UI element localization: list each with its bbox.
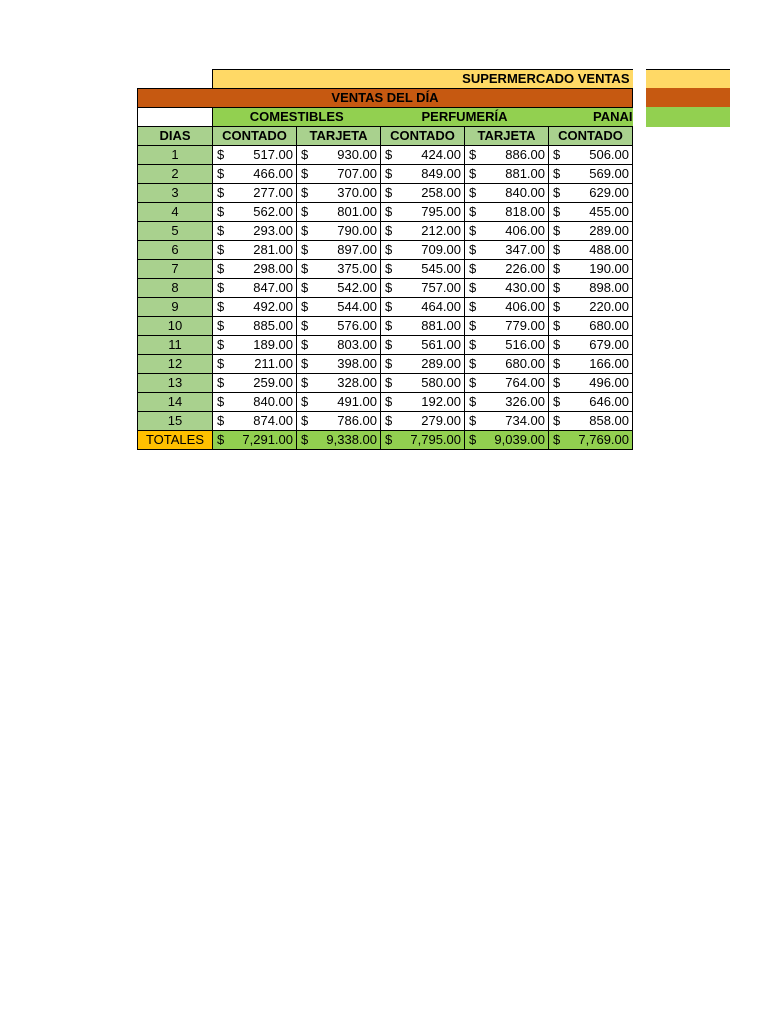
amount: 885.00 (253, 318, 293, 333)
value-cell[interactable] (465, 260, 549, 279)
day-cell[interactable]: 2 (138, 165, 213, 184)
currency-symbol: $ (385, 413, 393, 428)
table-row (138, 393, 633, 412)
amount: 858.00 (589, 413, 629, 428)
currency-symbol: $ (301, 394, 309, 409)
value-cell[interactable] (465, 412, 549, 431)
amount: 847.00 (253, 280, 293, 295)
currency-symbol: $ (553, 261, 561, 276)
value-cell[interactable] (297, 165, 381, 184)
amount: 7,795.00 (410, 432, 461, 447)
currency-symbol: $ (469, 185, 477, 200)
total-cell[interactable] (549, 431, 633, 450)
value-cell[interactable] (465, 241, 549, 260)
amount: 488.00 (589, 242, 629, 257)
currency-symbol: $ (553, 356, 561, 371)
currency-symbol: $ (469, 204, 477, 219)
amount: 569.00 (589, 166, 629, 181)
value-cell[interactable] (549, 298, 633, 317)
currency-symbol: $ (469, 299, 477, 314)
day-cell[interactable]: 8 (138, 279, 213, 298)
value-cell[interactable] (465, 165, 549, 184)
amount: 707.00 (337, 166, 377, 181)
header-row (138, 127, 633, 146)
value-cell[interactable] (381, 317, 465, 336)
day-cell[interactable]: 5 (138, 222, 213, 241)
value-cell[interactable] (465, 374, 549, 393)
value-cell[interactable] (381, 241, 465, 260)
table-row (138, 374, 633, 393)
currency-symbol: $ (301, 147, 309, 162)
amount: 786.00 (337, 413, 377, 428)
currency-symbol: $ (217, 432, 225, 447)
amount: 347.00 (505, 242, 545, 257)
table-row (138, 146, 633, 165)
amount: 9,338.00 (326, 432, 377, 447)
value-cell[interactable] (213, 355, 297, 374)
value-cell[interactable] (297, 203, 381, 222)
amount: 289.00 (421, 356, 461, 371)
amount: 466.00 (253, 166, 293, 181)
value-cell[interactable] (549, 241, 633, 260)
value-cell[interactable] (213, 203, 297, 222)
amount: 898.00 (589, 280, 629, 295)
amount: 289.00 (589, 223, 629, 238)
value-cell[interactable] (549, 393, 633, 412)
amount: 464.00 (421, 299, 461, 314)
category-comestibles[interactable]: COMESTIBLES (213, 108, 381, 127)
amount: 7,769.00 (578, 432, 629, 447)
amount: 930.00 (337, 147, 377, 162)
value-cell[interactable] (213, 393, 297, 412)
value-cell[interactable] (297, 241, 381, 260)
amount: 897.00 (337, 242, 377, 257)
amount: 281.00 (253, 242, 293, 257)
table-row (138, 317, 633, 336)
value-cell[interactable] (297, 298, 381, 317)
value-cell[interactable] (297, 355, 381, 374)
value-cell[interactable] (381, 336, 465, 355)
currency-symbol: $ (553, 147, 561, 162)
amount: 734.00 (505, 413, 545, 428)
value-cell[interactable] (465, 317, 549, 336)
table-row (138, 222, 633, 241)
currency-symbol: $ (217, 394, 225, 409)
currency-symbol: $ (217, 223, 225, 238)
value-cell[interactable] (297, 184, 381, 203)
currency-symbol: $ (553, 318, 561, 333)
value-cell[interactable] (465, 279, 549, 298)
header-tarjeta[interactable]: TARJETA (465, 127, 549, 146)
value-cell[interactable] (213, 279, 297, 298)
value-cell[interactable] (213, 412, 297, 431)
currency-symbol: $ (217, 280, 225, 295)
value-cell[interactable] (213, 260, 297, 279)
currency-symbol: $ (301, 185, 309, 200)
value-cell[interactable] (549, 374, 633, 393)
value-cell[interactable] (465, 298, 549, 317)
value-cell[interactable] (465, 222, 549, 241)
table-row (138, 298, 633, 317)
amount: 790.00 (337, 223, 377, 238)
currency-symbol: $ (301, 432, 309, 447)
currency-symbol: $ (385, 394, 393, 409)
day-cell[interactable]: 15 (138, 412, 213, 431)
amount: 680.00 (589, 318, 629, 333)
value-cell[interactable] (549, 184, 633, 203)
day-cell[interactable]: 3 (138, 184, 213, 203)
amount: 506.00 (589, 147, 629, 162)
value-cell[interactable] (213, 241, 297, 260)
day-cell[interactable]: 4 (138, 203, 213, 222)
amount: 840.00 (505, 185, 545, 200)
currency-symbol: $ (469, 375, 477, 390)
amount: 406.00 (505, 223, 545, 238)
value-cell[interactable] (549, 260, 633, 279)
value-cell[interactable] (549, 412, 633, 431)
value-cell[interactable] (297, 374, 381, 393)
amount: 874.00 (253, 413, 293, 428)
header-contado[interactable]: CONTADO (381, 127, 465, 146)
currency-symbol: $ (385, 166, 393, 181)
amount: 840.00 (253, 394, 293, 409)
value-cell[interactable] (549, 146, 633, 165)
currency-symbol: $ (553, 185, 561, 200)
value-cell[interactable] (213, 222, 297, 241)
currency-symbol: $ (217, 166, 225, 181)
value-cell[interactable] (381, 374, 465, 393)
amount: 258.00 (421, 185, 461, 200)
currency-symbol: $ (553, 337, 561, 352)
value-cell[interactable] (213, 336, 297, 355)
currency-symbol: $ (217, 147, 225, 162)
amount: 545.00 (421, 261, 461, 276)
value-cell[interactable] (297, 317, 381, 336)
amount: 430.00 (505, 280, 545, 295)
value-cell[interactable] (465, 184, 549, 203)
value-cell[interactable] (465, 393, 549, 412)
amount: 370.00 (337, 185, 377, 200)
day-cell[interactable]: 6 (138, 241, 213, 260)
currency-symbol: $ (385, 432, 393, 447)
category-perfumeria[interactable]: PERFUMERÍA (381, 108, 549, 127)
currency-symbol: $ (217, 185, 225, 200)
currency-symbol: $ (217, 356, 225, 371)
amount: 886.00 (505, 147, 545, 162)
currency-symbol: $ (217, 413, 225, 428)
header-contado[interactable]: CONTADO (213, 127, 297, 146)
amount: 680.00 (505, 356, 545, 371)
amount: 757.00 (421, 280, 461, 295)
currency-symbol: $ (385, 356, 393, 371)
currency-symbol: $ (469, 261, 477, 276)
currency-symbol: $ (469, 432, 477, 447)
amount: 803.00 (337, 337, 377, 352)
amount: 576.00 (337, 318, 377, 333)
value-cell[interactable] (381, 412, 465, 431)
amount: 259.00 (253, 375, 293, 390)
total-cell[interactable] (297, 431, 381, 450)
currency-symbol: $ (385, 375, 393, 390)
amount: 492.00 (253, 299, 293, 314)
amount: 544.00 (337, 299, 377, 314)
amount: 189.00 (253, 337, 293, 352)
header-dias[interactable]: DIAS (138, 127, 213, 146)
currency-symbol: $ (301, 318, 309, 333)
category-fill-overflow (646, 107, 730, 127)
value-cell[interactable] (549, 336, 633, 355)
amount: 849.00 (421, 166, 461, 181)
value-cell[interactable] (213, 184, 297, 203)
currency-symbol: $ (469, 147, 477, 162)
value-cell[interactable] (213, 317, 297, 336)
currency-symbol: $ (301, 261, 309, 276)
empty-cell[interactable] (138, 70, 213, 89)
value-cell[interactable] (381, 146, 465, 165)
amount: 328.00 (337, 375, 377, 390)
currency-symbol: $ (217, 318, 225, 333)
table-row (138, 203, 633, 222)
currency-symbol: $ (217, 204, 225, 219)
sales-table (137, 69, 633, 450)
day-cell[interactable]: 11 (138, 336, 213, 355)
day-cell[interactable]: 13 (138, 374, 213, 393)
currency-symbol: $ (553, 166, 561, 181)
currency-symbol: $ (469, 280, 477, 295)
table-row (138, 412, 633, 431)
amount: 406.00 (505, 299, 545, 314)
value-cell[interactable] (213, 374, 297, 393)
amount: 679.00 (589, 337, 629, 352)
amount: 326.00 (505, 394, 545, 409)
value-cell[interactable] (549, 317, 633, 336)
amount: 779.00 (505, 318, 545, 333)
amount: 709.00 (421, 242, 461, 257)
table-row (138, 355, 633, 374)
currency-symbol: $ (385, 337, 393, 352)
currency-symbol: $ (553, 375, 561, 390)
totals-label[interactable]: TOTALES (138, 431, 213, 450)
value-cell[interactable] (297, 146, 381, 165)
value-cell[interactable] (549, 355, 633, 374)
value-cell[interactable] (465, 203, 549, 222)
currency-symbol: $ (469, 356, 477, 371)
currency-symbol: $ (385, 204, 393, 219)
amount: 629.00 (589, 185, 629, 200)
value-cell[interactable] (549, 203, 633, 222)
currency-symbol: $ (385, 147, 393, 162)
subtitle-fill-overflow (646, 88, 730, 107)
amount: 496.00 (589, 375, 629, 390)
currency-symbol: $ (469, 242, 477, 257)
amount: 455.00 (589, 204, 629, 219)
amount: 398.00 (337, 356, 377, 371)
currency-symbol: $ (385, 242, 393, 257)
day-cell[interactable]: 12 (138, 355, 213, 374)
amount: 424.00 (421, 147, 461, 162)
category-panaderia[interactable]: PANAI (549, 108, 633, 127)
amount: 801.00 (337, 204, 377, 219)
currency-symbol: $ (301, 242, 309, 257)
amount: 166.00 (589, 356, 629, 371)
value-cell[interactable] (381, 260, 465, 279)
value-cell[interactable] (381, 222, 465, 241)
value-cell[interactable] (213, 146, 297, 165)
title-row (138, 70, 633, 89)
value-cell[interactable] (465, 146, 549, 165)
value-cell[interactable] (297, 412, 381, 431)
value-cell[interactable] (549, 165, 633, 184)
amount: 293.00 (253, 223, 293, 238)
currency-symbol: $ (217, 299, 225, 314)
currency-symbol: $ (385, 185, 393, 200)
currency-symbol: $ (301, 337, 309, 352)
value-cell[interactable] (381, 203, 465, 222)
currency-symbol: $ (385, 318, 393, 333)
amount: 881.00 (505, 166, 545, 181)
currency-symbol: $ (469, 394, 477, 409)
value-cell[interactable] (297, 336, 381, 355)
currency-symbol: $ (301, 166, 309, 181)
currency-symbol: $ (553, 204, 561, 219)
value-cell[interactable] (297, 279, 381, 298)
table-row (138, 184, 633, 203)
amount: 277.00 (253, 185, 293, 200)
total-cell[interactable] (381, 431, 465, 450)
amount: 375.00 (337, 261, 377, 276)
currency-symbol: $ (385, 280, 393, 295)
currency-symbol: $ (301, 299, 309, 314)
amount: 279.00 (421, 413, 461, 428)
table-row (138, 260, 633, 279)
value-cell[interactable] (381, 298, 465, 317)
value-cell[interactable] (381, 355, 465, 374)
currency-symbol: $ (469, 223, 477, 238)
currency-symbol: $ (217, 242, 225, 257)
currency-symbol: $ (301, 223, 309, 238)
currency-symbol: $ (553, 299, 561, 314)
value-cell[interactable] (549, 222, 633, 241)
amount: 646.00 (589, 394, 629, 409)
amount: 192.00 (421, 394, 461, 409)
currency-symbol: $ (301, 280, 309, 295)
value-cell[interactable] (381, 279, 465, 298)
amount: 9,039.00 (494, 432, 545, 447)
currency-symbol: $ (469, 337, 477, 352)
empty-cell[interactable] (138, 108, 213, 127)
amount: 561.00 (421, 337, 461, 352)
amount: 7,291.00 (242, 432, 293, 447)
amount: 542.00 (337, 280, 377, 295)
amount: 298.00 (253, 261, 293, 276)
value-cell[interactable] (297, 393, 381, 412)
category-row (138, 108, 633, 127)
value-cell[interactable] (549, 279, 633, 298)
currency-symbol: $ (217, 261, 225, 276)
currency-symbol: $ (553, 242, 561, 257)
currency-symbol: $ (301, 375, 309, 390)
value-cell[interactable] (381, 165, 465, 184)
amount: 220.00 (589, 299, 629, 314)
currency-symbol: $ (469, 413, 477, 428)
value-cell[interactable] (213, 298, 297, 317)
value-cell[interactable] (465, 355, 549, 374)
day-cell[interactable]: 9 (138, 298, 213, 317)
total-cell[interactable] (213, 431, 297, 450)
currency-symbol: $ (553, 280, 561, 295)
amount: 212.00 (421, 223, 461, 238)
currency-symbol: $ (385, 223, 393, 238)
total-cell[interactable] (465, 431, 549, 450)
currency-symbol: $ (469, 318, 477, 333)
table-row (138, 279, 633, 298)
amount: 562.00 (253, 204, 293, 219)
amount: 516.00 (505, 337, 545, 352)
sheet-subtitle[interactable]: VENTAS DEL DÍA (138, 89, 633, 108)
currency-symbol: $ (553, 223, 561, 238)
value-cell[interactable] (381, 184, 465, 203)
amount: 881.00 (421, 318, 461, 333)
table-row (138, 336, 633, 355)
currency-symbol: $ (301, 356, 309, 371)
value-cell[interactable] (297, 222, 381, 241)
value-cell[interactable] (381, 393, 465, 412)
currency-symbol: $ (553, 413, 561, 428)
amount: 211.00 (254, 356, 293, 371)
currency-symbol: $ (553, 432, 561, 447)
currency-symbol: $ (301, 413, 309, 428)
header-tarjeta[interactable]: TARJETA (297, 127, 381, 146)
amount: 580.00 (421, 375, 461, 390)
table-row (138, 165, 633, 184)
amount: 818.00 (505, 204, 545, 219)
value-cell[interactable] (465, 336, 549, 355)
amount: 795.00 (421, 204, 461, 219)
amount: 517.00 (253, 147, 293, 162)
value-cell[interactable] (213, 165, 297, 184)
currency-symbol: $ (301, 204, 309, 219)
currency-symbol: $ (469, 166, 477, 181)
amount: 764.00 (505, 375, 545, 390)
totals-row (138, 431, 633, 450)
day-cell[interactable]: 14 (138, 393, 213, 412)
amount: 491.00 (337, 394, 377, 409)
day-cell[interactable]: 10 (138, 317, 213, 336)
day-cell[interactable]: 7 (138, 260, 213, 279)
sheet-title[interactable]: SUPERMERCADO VENTAS (213, 70, 633, 89)
currency-symbol: $ (553, 394, 561, 409)
amount: 190.00 (589, 261, 629, 276)
header-contado[interactable]: CONTADO (549, 127, 633, 146)
amount: 226.00 (505, 261, 545, 276)
currency-symbol: $ (217, 337, 225, 352)
currency-symbol: $ (385, 261, 393, 276)
currency-symbol: $ (385, 299, 393, 314)
day-cell[interactable]: 1 (138, 146, 213, 165)
table-row (138, 241, 633, 260)
title-fill-overflow (646, 69, 730, 88)
value-cell[interactable] (297, 260, 381, 279)
subtitle-row (138, 89, 633, 108)
currency-symbol: $ (217, 375, 225, 390)
